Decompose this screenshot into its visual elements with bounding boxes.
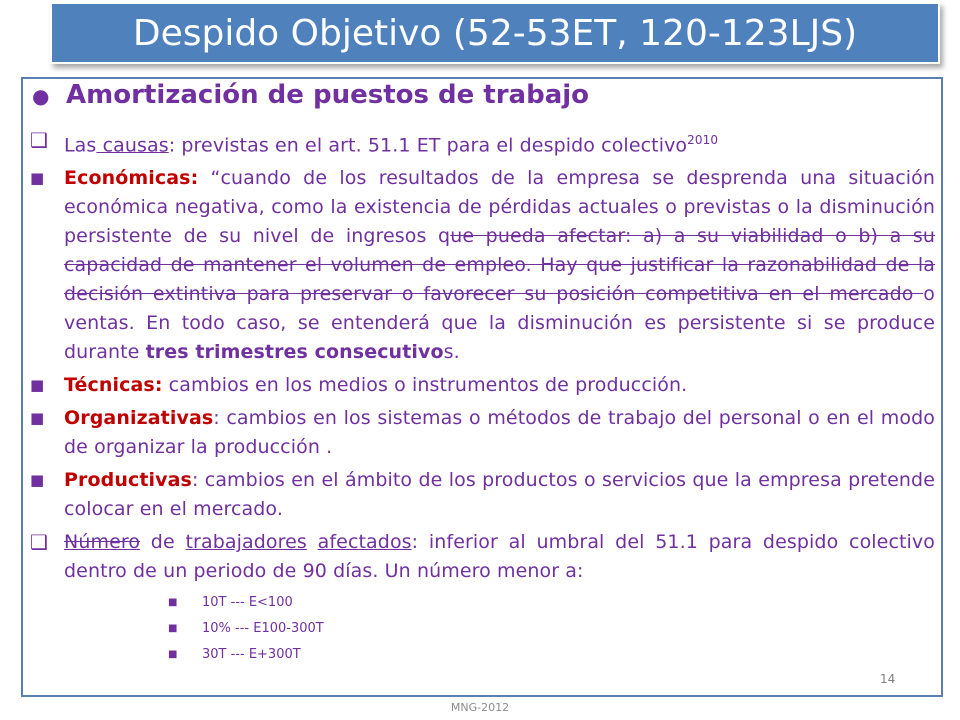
square-bullet-icon: ■	[30, 471, 45, 490]
square-bullet-icon: ■	[168, 649, 178, 661]
title-bar	[50, 2, 940, 64]
causas-post: : previstas en el art. 51.1 ET para el despido colectivo	[168, 134, 688, 157]
footer-text: MNG-2012	[450, 701, 510, 714]
slide-title: Despido Objetivo (52-53ET, 120-123LJS)	[132, 12, 858, 54]
list-item-productivas	[30, 466, 935, 524]
economicas-text2: o ventas. En todo caso, se entenderá que la disminución es persistente si se produce durante	[64, 283, 935, 364]
slide-content	[30, 80, 935, 668]
square-bullet-icon: ■	[30, 169, 45, 188]
list-item-causas	[30, 126, 935, 160]
threshold-item	[168, 590, 935, 616]
organizativas-text	[64, 404, 935, 462]
square-bullet-icon: ■	[168, 623, 178, 635]
numero-sep2	[307, 531, 318, 553]
threshold-list	[168, 590, 935, 668]
page-number: 14	[880, 672, 896, 686]
economicas-end: s.	[443, 341, 460, 364]
economicas-text1: “cuando de los resultados de la empresa se desprenda una situación económica negativa, como la existencia de pérdidas actuales o previstas o la disminución persistente de su nivel de ingresos q	[64, 167, 935, 248]
productivas-body: : cambios en el ámbito de los productos o servicios que la empresa pretende colocar en el mercado.	[64, 469, 935, 521]
economicas-struck: ue pueda afectar: a) a su viabilidad o b) a su capacidad de mantener el volumen de empleo. Hay que justificar la razonabilidad de la decisión extintiva para preservar o favorecer su posición competitiva en el mercado	[64, 225, 935, 306]
threshold-item	[168, 642, 935, 668]
heading-row	[30, 80, 935, 126]
economicas-bold: tres trimestres consecutivo	[145, 341, 444, 364]
numero-word: Número	[64, 531, 141, 554]
checkbox-bullet-icon: ❑	[30, 128, 48, 152]
economicas-text	[64, 164, 935, 367]
list-item-organizativas	[30, 404, 935, 462]
causas-text	[64, 126, 935, 160]
productivas-text	[64, 466, 935, 524]
causas-superscript: 2010	[687, 133, 719, 147]
square-bullet-icon: ■	[30, 376, 45, 395]
tecnicas-body: cambios en los medios o instrumentos de producción.	[162, 374, 688, 397]
economicas-label: Económicas:	[64, 167, 199, 190]
threshold-text: 10% --- E100-300T	[202, 621, 324, 637]
numero-body: : inferior al umbral del 51.1 para despido colectivo dentro de un periodo de 90 días. Un número menor a:	[64, 531, 935, 583]
list-item-economicas	[30, 164, 935, 367]
round-bullet-icon: ●	[32, 84, 50, 108]
organizativas-label: Organizativas	[64, 407, 214, 430]
tecnicas-label: Técnicas:	[64, 374, 163, 397]
tecnicas-text	[64, 371, 935, 400]
organizativas-body: : cambios en los sistemas o métodos de trabajo del personal o en el modo de organizar la producción .	[64, 407, 935, 459]
threshold-text: 30T --- E+300T	[202, 647, 301, 663]
checkbox-bullet-icon: ❑	[30, 530, 48, 555]
list-item-numero	[30, 528, 935, 586]
productivas-label: Productivas	[64, 469, 192, 492]
causas-underlined: causas	[96, 134, 169, 157]
causas-pre: Las	[64, 134, 97, 157]
section-heading: Amortización de puestos de trabajo	[66, 80, 590, 110]
numero-text	[64, 528, 935, 586]
numero-sep1: de	[140, 531, 186, 554]
square-bullet-icon: ■	[168, 597, 178, 609]
list-item-tecnicas	[30, 371, 935, 400]
afectados-word: afectados	[317, 531, 412, 554]
threshold-item	[168, 616, 935, 642]
trabajadores-word: trabajadores	[185, 531, 307, 554]
threshold-text: 10T --- E<100	[202, 595, 293, 611]
square-bullet-icon: ■	[30, 409, 45, 428]
